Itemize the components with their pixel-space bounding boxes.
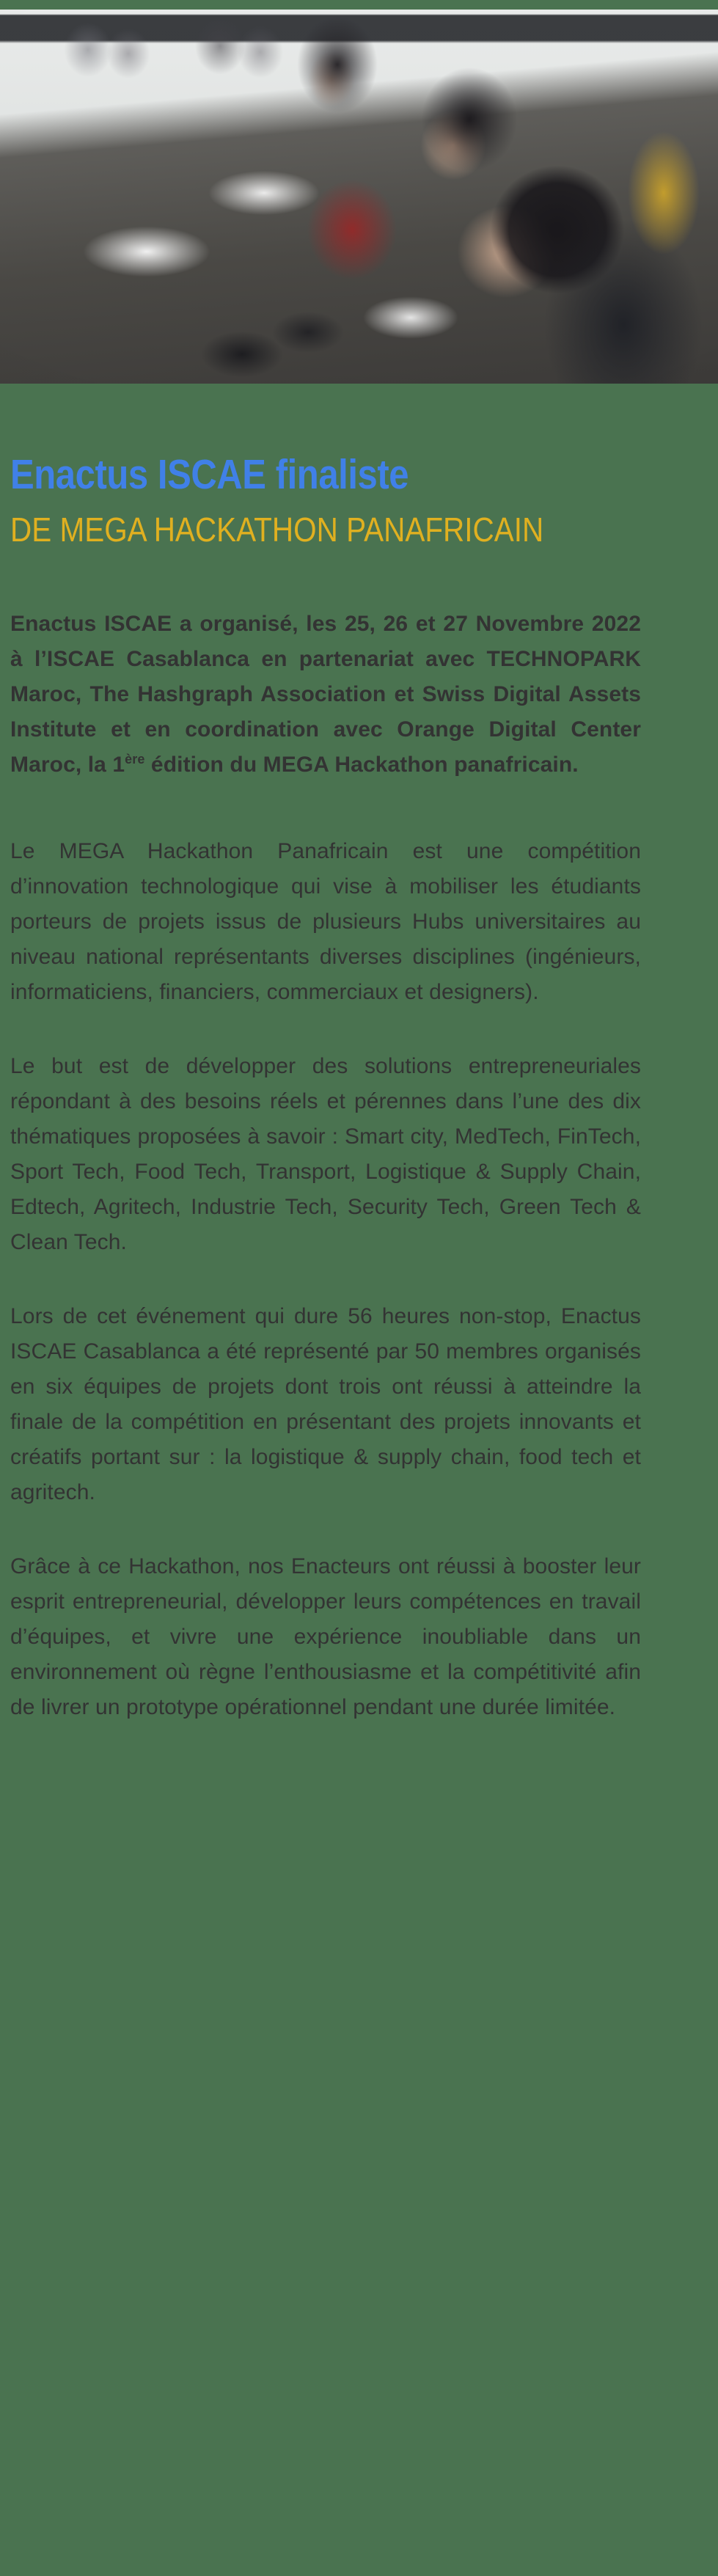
intro-text-after-superscript: édition du MEGA Hackathon panafricain. (144, 753, 579, 777)
page-title: Enactus ISCAE finaliste (10, 451, 409, 498)
headline-block (10, 384, 641, 552)
article-paragraph-3: Lors de cet événement qui dure 56 heures non-stop, Enactus ISCAE Casablanca a été représenté par 50 membres organisés en six équipes de projets dont trois ont réussi à atteindre la finale de la compétition en présentant des projets innovants et créatifs portant sur : la logistique & supply chain, food tech et agritech. (10, 1304, 641, 1504)
article-intro-paragraph (10, 607, 641, 783)
article-paragraph-4: Grâce à ce Hackathon, nos Enacteurs ont réussi à booster leur esprit entrepreneurial, développer leurs compétences en travail d’équipes, et vivre une expérience inoubliable dans un environnement où règne l’enthousiasme et la compétitivité afin de livrer un prototype opérationnel pendant une durée limitée. (10, 1554, 641, 1719)
intro-ordinal-superscript: ère (125, 752, 145, 766)
hero-photo-vignette (0, 10, 718, 384)
hero-photo (0, 10, 718, 384)
intro-text-before-superscript: Enactus ISCAE a organisé, les 25, 26 et 27 Novembre 2022 à l’ISCAE Casablanca en partenariat avec TECHNOPARK Maroc, The Hashgraph Association et Swiss Digital Assets Institute et en coordination avec Orange Digital Center Maroc, la 1 (10, 612, 641, 777)
article-content (10, 384, 641, 1725)
article-paragraph-1: Le MEGA Hackathon Panafricain est une compétition d’innovation technologique qui vise à mobiliser les étudiants porteurs de projets issus de plusieurs Hubs universitaires au niveau national représentants diverses disciplines (ingénieurs, informaticiens, financiers, commerciaux et designers). (10, 839, 641, 1004)
article-paragraph-2: Le but est de développer des solutions entrepreneuriales répondant à des besoins réels et pérennes dans l’une des dix thématiques proposées à savoir : Smart city, MedTech, FinTech, Sport Tech, Food Tech, Transport, Logistique & Supply Chain, Edtech, Agritech, Industrie Tech, Security Tech, Green Tech & Clean Tech. (10, 1054, 641, 1254)
page-subtitle: DE MEGA HACKATHON PANAFRICAIN (10, 511, 544, 549)
